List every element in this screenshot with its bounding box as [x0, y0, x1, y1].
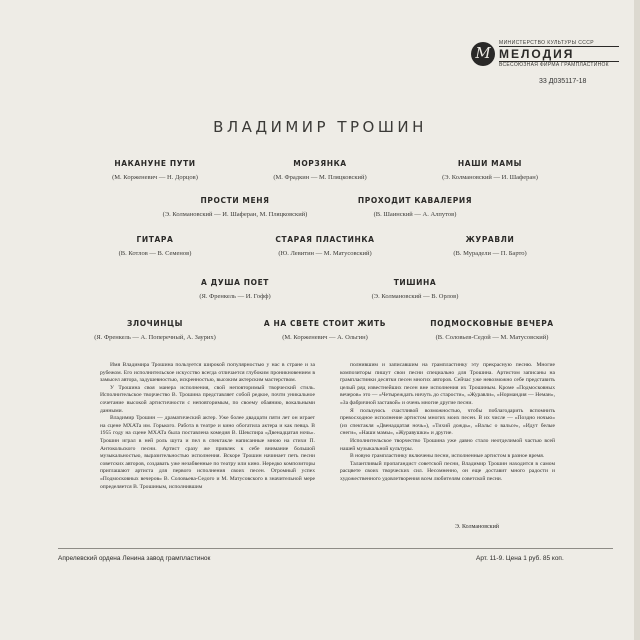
footer-divider	[58, 548, 613, 549]
song-authors: (В. Котлов — В. Семенов)	[118, 250, 192, 257]
notes-paragraph: Я пользуюсь счастливой возможностью, чтобы поблагодарить вспомнить превосходное исполнение артистом многих моих песен. В их числе — «Поздно ночью» (из спектакля «Двенадцатая ночь»), «Тихий дождь», «Вальс о вальсе», «Идут белые снеги», «Наши мамы», «Журавушки» и другие.	[340, 407, 555, 437]
logo-name: МЕЛОДИЯ	[499, 46, 619, 62]
song-item	[80, 319, 230, 341]
song-authors: (В. Мурадели — П. Барто)	[453, 250, 527, 257]
song-item	[90, 159, 220, 181]
melodiya-emblem-icon: M	[471, 42, 495, 66]
song-item	[345, 196, 485, 218]
notes-paragraph: Владимир Трошин — драматический актер. Уже более двадцати пяти лет он играет на сцене МХАТа им. Горького. Работа в театре и кино обогатила актера и как певца. В 1955 году на сцене МХАТа была поставлена комедия В. Шекспира «Двенадцатая ночь». Трошин играл в ней роль шута и пел в спектакле написанные мною на стихи П. Антокольского песни. Артист сразу же привлек к себе внимание большой музыкальностью, выразительностью исполнения. Вскоре Трошин начинает петь песни советских авторов, создавать уже незабвенные по театру или кино. Нередко композиторы приглашают артиста для первого исполнения своих песен. Огромный успех «Подмосковных вечеров» В. Соловьева-Седого и М. Матусовского в значительной мере определяется В. Трошиным, исполнившим	[100, 415, 315, 490]
song-item	[170, 278, 300, 300]
song-authors: (М. Корженевич — Н. Дорцов)	[112, 174, 198, 181]
notes-paragraph: У Трошина своя манера исполнения, свой неповторимый творческий стиль. Исполнительское творчество В. Трошина представляет собой редкое, почти уникальное сочетание высокой артистичности с неповторимым, по своему обаянию, вокальными данными.	[100, 384, 315, 414]
song-item	[160, 196, 310, 218]
song-authors: (М. Корженевич — А. Ольгин)	[282, 334, 368, 341]
song-name: СТАРАЯ ПЛАСТИНКА	[275, 235, 375, 244]
logo-ministry: МИНИСТЕРСТВО КУЛЬТУРЫ СССР	[499, 40, 595, 46]
song-authors: (В. Шаинский — А. Алпутов)	[373, 211, 457, 218]
notes-paragraph: Исполнительское творчество Трошина уже давно стало неотделимой частью всей нашей музыкальной культуры.	[340, 437, 555, 452]
song-authors: (Э. Колмановский — И. Шаферан, М. Пляцковский)	[162, 211, 308, 218]
song-name: ПРОСТИ МЕНЯ	[200, 196, 270, 205]
song-item	[255, 235, 395, 257]
song-name: ЖУРАВЛИ	[465, 235, 515, 244]
notes-paragraph: В новую грампластинку включены песни, исполненные артистом в разное время.	[350, 453, 545, 460]
song-name: МОРЗЯНКА	[293, 159, 347, 168]
song-name: А ДУША ПОЕТ	[200, 278, 270, 287]
sleeve-edge	[634, 0, 640, 640]
song-authors: (Ю. Левитин — М. Матусовский)	[278, 250, 372, 257]
notes-paragraph: полнившим и записавшим на грампластинку эту прекрасную песню. Многие композиторы пишут свои песни специально для Трошина. Артистом записаны на грампластинки десятки песен многих авторов. Сейчас уже невозможно себе представить целый ряд известнейших песен вне исполнения их Трошиным. Кроме «Подмосковных вечеров» это — «Четыреждать ничуть до старости», «Журавли», «Нормандия — Неман», «За фабричной заставой» и очень многие другие песни.	[340, 362, 555, 406]
liner-notes-right	[340, 362, 555, 484]
song-item	[425, 235, 555, 257]
notes-paragraph: Имя Владимира Трошина пользуется широкой популярностью у нас в стране и за рубежом. Его исполнительское искусство всегда отличается глубоким проникновением в замысел автора, задушевностью, искренностью, высоким актерским мастерством.	[100, 362, 315, 384]
song-authors: (Э. Колмановский — В. Орлов)	[371, 293, 459, 300]
song-authors: (Я. Френкель — А. Поперечный, А. Заурих)	[94, 334, 216, 341]
footer-price: Арт. 11-9. Цена 1 руб. 85 коп.	[476, 555, 564, 562]
song-name: НАКАНУНЕ ПУТИ	[114, 159, 196, 168]
song-name: ПРОХОДИТ КАВАЛЕРИЯ	[357, 196, 473, 205]
song-authors: (В. Соловьев-Седой — М. Матусовский)	[435, 334, 549, 341]
song-item	[425, 159, 555, 181]
song-name: ПОДМОСКОВНЫЕ ВЕЧЕРА	[430, 319, 554, 328]
footer-plant: Апрелевский ордена Ленина завод грампластинок	[58, 555, 211, 562]
song-name: ГИТАРА	[136, 235, 174, 244]
liner-notes-left	[100, 362, 315, 491]
song-item	[255, 319, 395, 341]
song-name: А НА СВЕТЕ СТОИТ ЖИТЬ	[263, 319, 387, 328]
song-name: ЗЛОЧИНЦЫ	[126, 319, 184, 328]
song-authors: (М. Фрадкин — М. Пляцковский)	[273, 174, 367, 181]
song-item	[422, 319, 562, 341]
song-item	[345, 278, 485, 300]
notes-paragraph: Талантливый пропагандист советской песни, Владимир Трошин находится в самом расцвете своих творческих сил. Несомненно, он еще доставит много радости и художественного удовлетворения всем любителям советской песни.	[340, 460, 555, 482]
album-title: ВЛАДИМИР ТРОШИН	[213, 118, 427, 136]
catalog-number: 33 Д035117-18	[539, 78, 587, 85]
notes-signature: Э. Колмановский	[455, 524, 500, 530]
song-authors: (Э. Колмановский — И. Шаферан)	[442, 174, 538, 181]
song-name: НАШИ МАМЫ	[457, 159, 523, 168]
song-authors: (Я. Френкель — И. Гофф)	[199, 293, 271, 300]
melodiya-logo	[471, 40, 615, 69]
song-item	[255, 159, 385, 181]
logo-subtitle: ВСЕСОЮЗНАЯ ФИРМА ГРАМПЛАСТИНОК	[499, 62, 609, 68]
song-name: ТИШИНА	[393, 278, 437, 287]
song-item	[90, 235, 220, 257]
